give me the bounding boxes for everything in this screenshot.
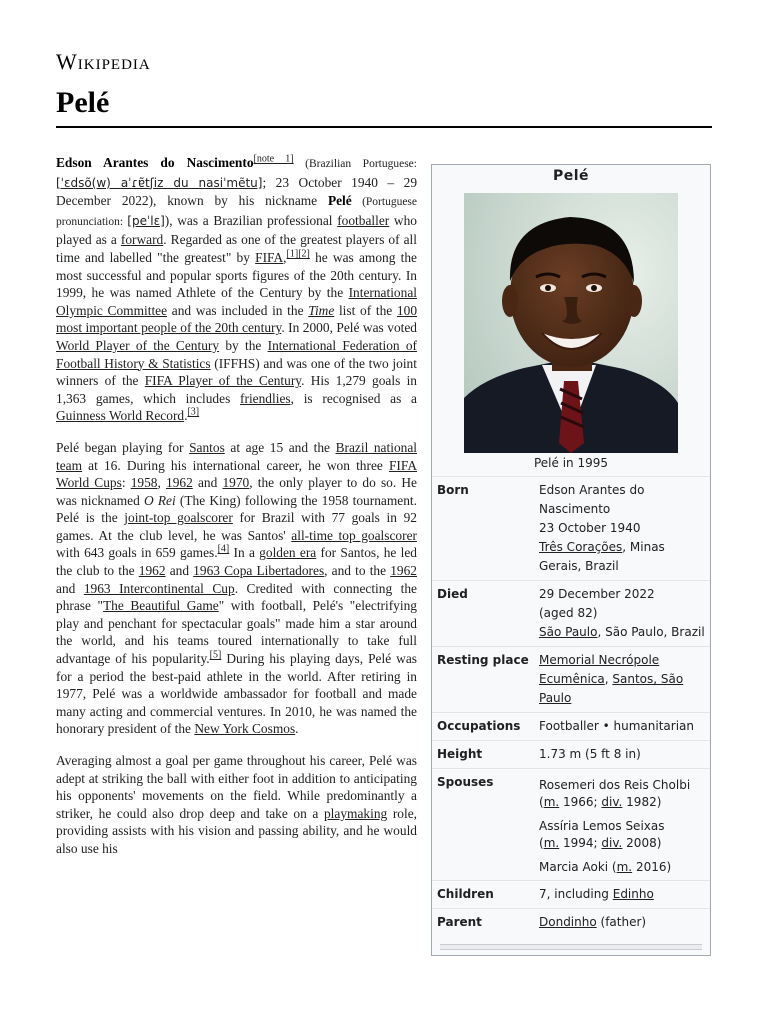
link-world-player-century[interactable]: World Player of the Century — [56, 337, 220, 353]
link-edinho[interactable]: Edinho — [612, 887, 654, 901]
link-santos[interactable]: Santos — [189, 439, 225, 455]
row-occupations: Occupations Footballer • humanitarian — [432, 713, 710, 741]
row-resting-place: Resting place Memorial Necrópole Ecumênica, Santos, São Paulo — [432, 647, 710, 713]
infobox — [431, 164, 711, 956]
link-sao-paulo[interactable]: São Paulo — [539, 625, 598, 639]
row-parent: Parent Dondinho (father) — [437, 915, 647, 929]
ipa-link-1[interactable]: [ˈɛdsõ(w) aˈɾɐ̃tʃiz du nasiˈmẽtu] — [56, 175, 263, 190]
note-link[interactable]: [note 1] — [253, 153, 294, 165]
link-ioc[interactable]: International Olympic Committee — [56, 285, 417, 318]
row-spouses: Spouses Rosemeri dos Reis Cholbi (m. 1966; div. 1982) Assíria Lemos Seixas (m. 1994; div. 2008) Marcia Aoki (m. 2016) — [432, 769, 710, 881]
ref-1-2[interactable]: [1][2] — [286, 248, 310, 260]
ipa-link-2[interactable]: [peˈlɛ] — [127, 213, 165, 228]
title-divider — [56, 126, 712, 128]
row-height: Height 1.73 m (5 ft 8 in) — [432, 741, 710, 769]
link-time[interactable]: Time — [308, 302, 335, 318]
ref-4[interactable]: [4] — [217, 544, 230, 555]
link-1963-libertadores[interactable]: 1963 Copa Libertadores — [193, 563, 325, 579]
paragraph-3: Averaging almost a goal per game throughout his career, Pelé was adept at striking the ball with either foot in addition to anticipating his opponents' movements on the field. While predominantly a striker, he could also drop deep and take on a playmaking role, providing assists with his vision and passing ability, and he would also use his — [56, 753, 418, 856]
link-golden-era[interactable]: golden era — [259, 545, 317, 561]
wikipedia-wordmark[interactable]: Wikipedia — [56, 49, 151, 74]
link-beautiful-game[interactable]: The Beautiful Game — [102, 598, 219, 614]
link-iffhs[interactable]: International Federation of Football History & Statistics — [56, 337, 418, 371]
abbr-divorced[interactable]: div. — [601, 836, 623, 850]
link-friendlies[interactable]: friendlies — [240, 390, 291, 406]
abbr-married[interactable]: m. — [543, 795, 560, 809]
row-died: Died 29 December 2022 (aged 82) São Paulo, São Paulo, Brazil — [432, 581, 710, 647]
paragraph-1: Edson Arantes do Nascimento[note 1] (Brazilian Portuguese: [ˈɛdsõ(w) aˈɾɐ̃tʃiz du nasiˈmẽtu]; 23 October 1940 – 29 December 2022), known by his nickname Pelé (Portuguese pronunciation: [peˈlɛ]), was a Brazilian professional footballer who played as a forward. Regarded as one of the greatest players of all time and labelled "the greatest" by FIFA,[1][2] he was among the most successful and popular sports figures of the 20th century. In 1999, he was named Athlete of the Century by the International Olympic Committee and was included in the Time list of the 100 most important people of the 20th century. In 2000, Pelé was voted World Player of the Century by the International Federation of Football History & Statistics (IFFHS) and was one of the two joint winners of the FIFA Player of the Century. His 1,279 goals in 1,363 games, which includes friendlies, is recognised as a Guinness World Record.[3] — [56, 153, 418, 424]
link-playmaking[interactable]: playmaking — [323, 805, 388, 821]
ref-5[interactable]: [5] — [209, 649, 222, 661]
link-tres-coracoes[interactable]: Três Corações — [539, 540, 623, 554]
link-1963-intercontinental[interactable]: 1963 Intercontinental Cup — [83, 580, 235, 596]
link-1958[interactable]: 1958 — [130, 475, 158, 491]
abbr-married[interactable]: m. — [543, 836, 560, 850]
infobox-title: Pelé — [552, 168, 590, 184]
link-1970[interactable]: 1970 — [222, 475, 250, 491]
link-new-york-cosmos[interactable]: New York Cosmos — [194, 721, 296, 737]
link-dondinho[interactable]: Dondinho — [539, 915, 597, 929]
row-born: Born Edson Arantes do Nascimento 23 October 1940 Três Corações, Minas Gerais, Brazil — [432, 477, 710, 581]
abbr-divorced[interactable]: div. — [601, 795, 623, 809]
link-fifa-world-cups[interactable]: FIFA World Cups — [56, 457, 417, 491]
link-all-time-top-goalscorer[interactable]: all-time top goalscorer — [291, 527, 417, 543]
link-memorial-necropole[interactable]: Memorial Necrópole Ecumênica — [539, 653, 660, 686]
portrait-illustration — [464, 193, 678, 453]
link-santos-sao-paulo[interactable]: Santos, São Paulo — [539, 672, 684, 705]
link-1962-libertadores[interactable]: 1962 — [138, 563, 166, 579]
nickname: Pelé — [327, 193, 352, 209]
ref-3[interactable]: [3] — [187, 406, 200, 418]
link-forward[interactable]: forward — [120, 232, 164, 248]
subject-name: Edson Arantes do Nascimento — [56, 155, 254, 170]
page-title: Pelé — [56, 86, 110, 119]
paragraph-2: Pelé began playing for Santos at age 15 and the Brazil national team at 16. During his international career, he won three FIFA World Cups: 1958, 1962 and 1970, the only player to do so. He was nicknamed O Rei (The King) following the 1958 tournament. Pelé is the joint-top goalscorer for Brazil with 77 goals in 92 games. At the club level, he was Santos' all-time top goalscorer with 643 goals in 659 games.[4] In a golden era for Santos, he led the club to the 1962 and 1963 Copa Libertadores, and to the 1962 and 1963 Intercontinental Cup. Credited with connecting the phrase "The Beautiful Game" with football, Pelé's "electrifying play and penchant for spectacular goals" made him a star around the world, and his teams toured internationally to take full advantage of his popularity.[5] During his playing days, Pelé was for a period the best-paid athlete in the world. After retiring in 1977, Pelé was a worldwide ambassador for football and made many acting and commercial ventures. In 2010, he was named the honorary president of the New York Cosmos. — [56, 439, 418, 737]
article-body — [56, 154, 417, 872]
link-brazil-national-team[interactable]: Brazil national team — [56, 439, 418, 473]
link-guinness[interactable]: Guinness World Record — [56, 408, 185, 424]
link-fifa[interactable]: FIFA — [255, 249, 284, 265]
link-1962-intercontinental[interactable]: 1962 — [390, 563, 417, 579]
link-footballer[interactable]: footballer — [337, 212, 390, 228]
row-children: Children 7, including Edinho — [432, 881, 710, 909]
infobox-navbar — [440, 944, 702, 950]
photo-caption: Pelé in 1995 — [432, 453, 710, 477]
portrait-photo[interactable] — [464, 193, 678, 453]
abbr-married[interactable]: m. — [616, 860, 633, 874]
link-joint-top-goalscorer[interactable]: joint-top goalscorer — [124, 510, 233, 526]
link-100-people[interactable]: 100 most important people of the 20th century — [56, 302, 418, 336]
link-fifa-player-century[interactable]: FIFA Player of the Century — [144, 373, 302, 389]
link-1962[interactable]: 1962 — [166, 475, 193, 491]
